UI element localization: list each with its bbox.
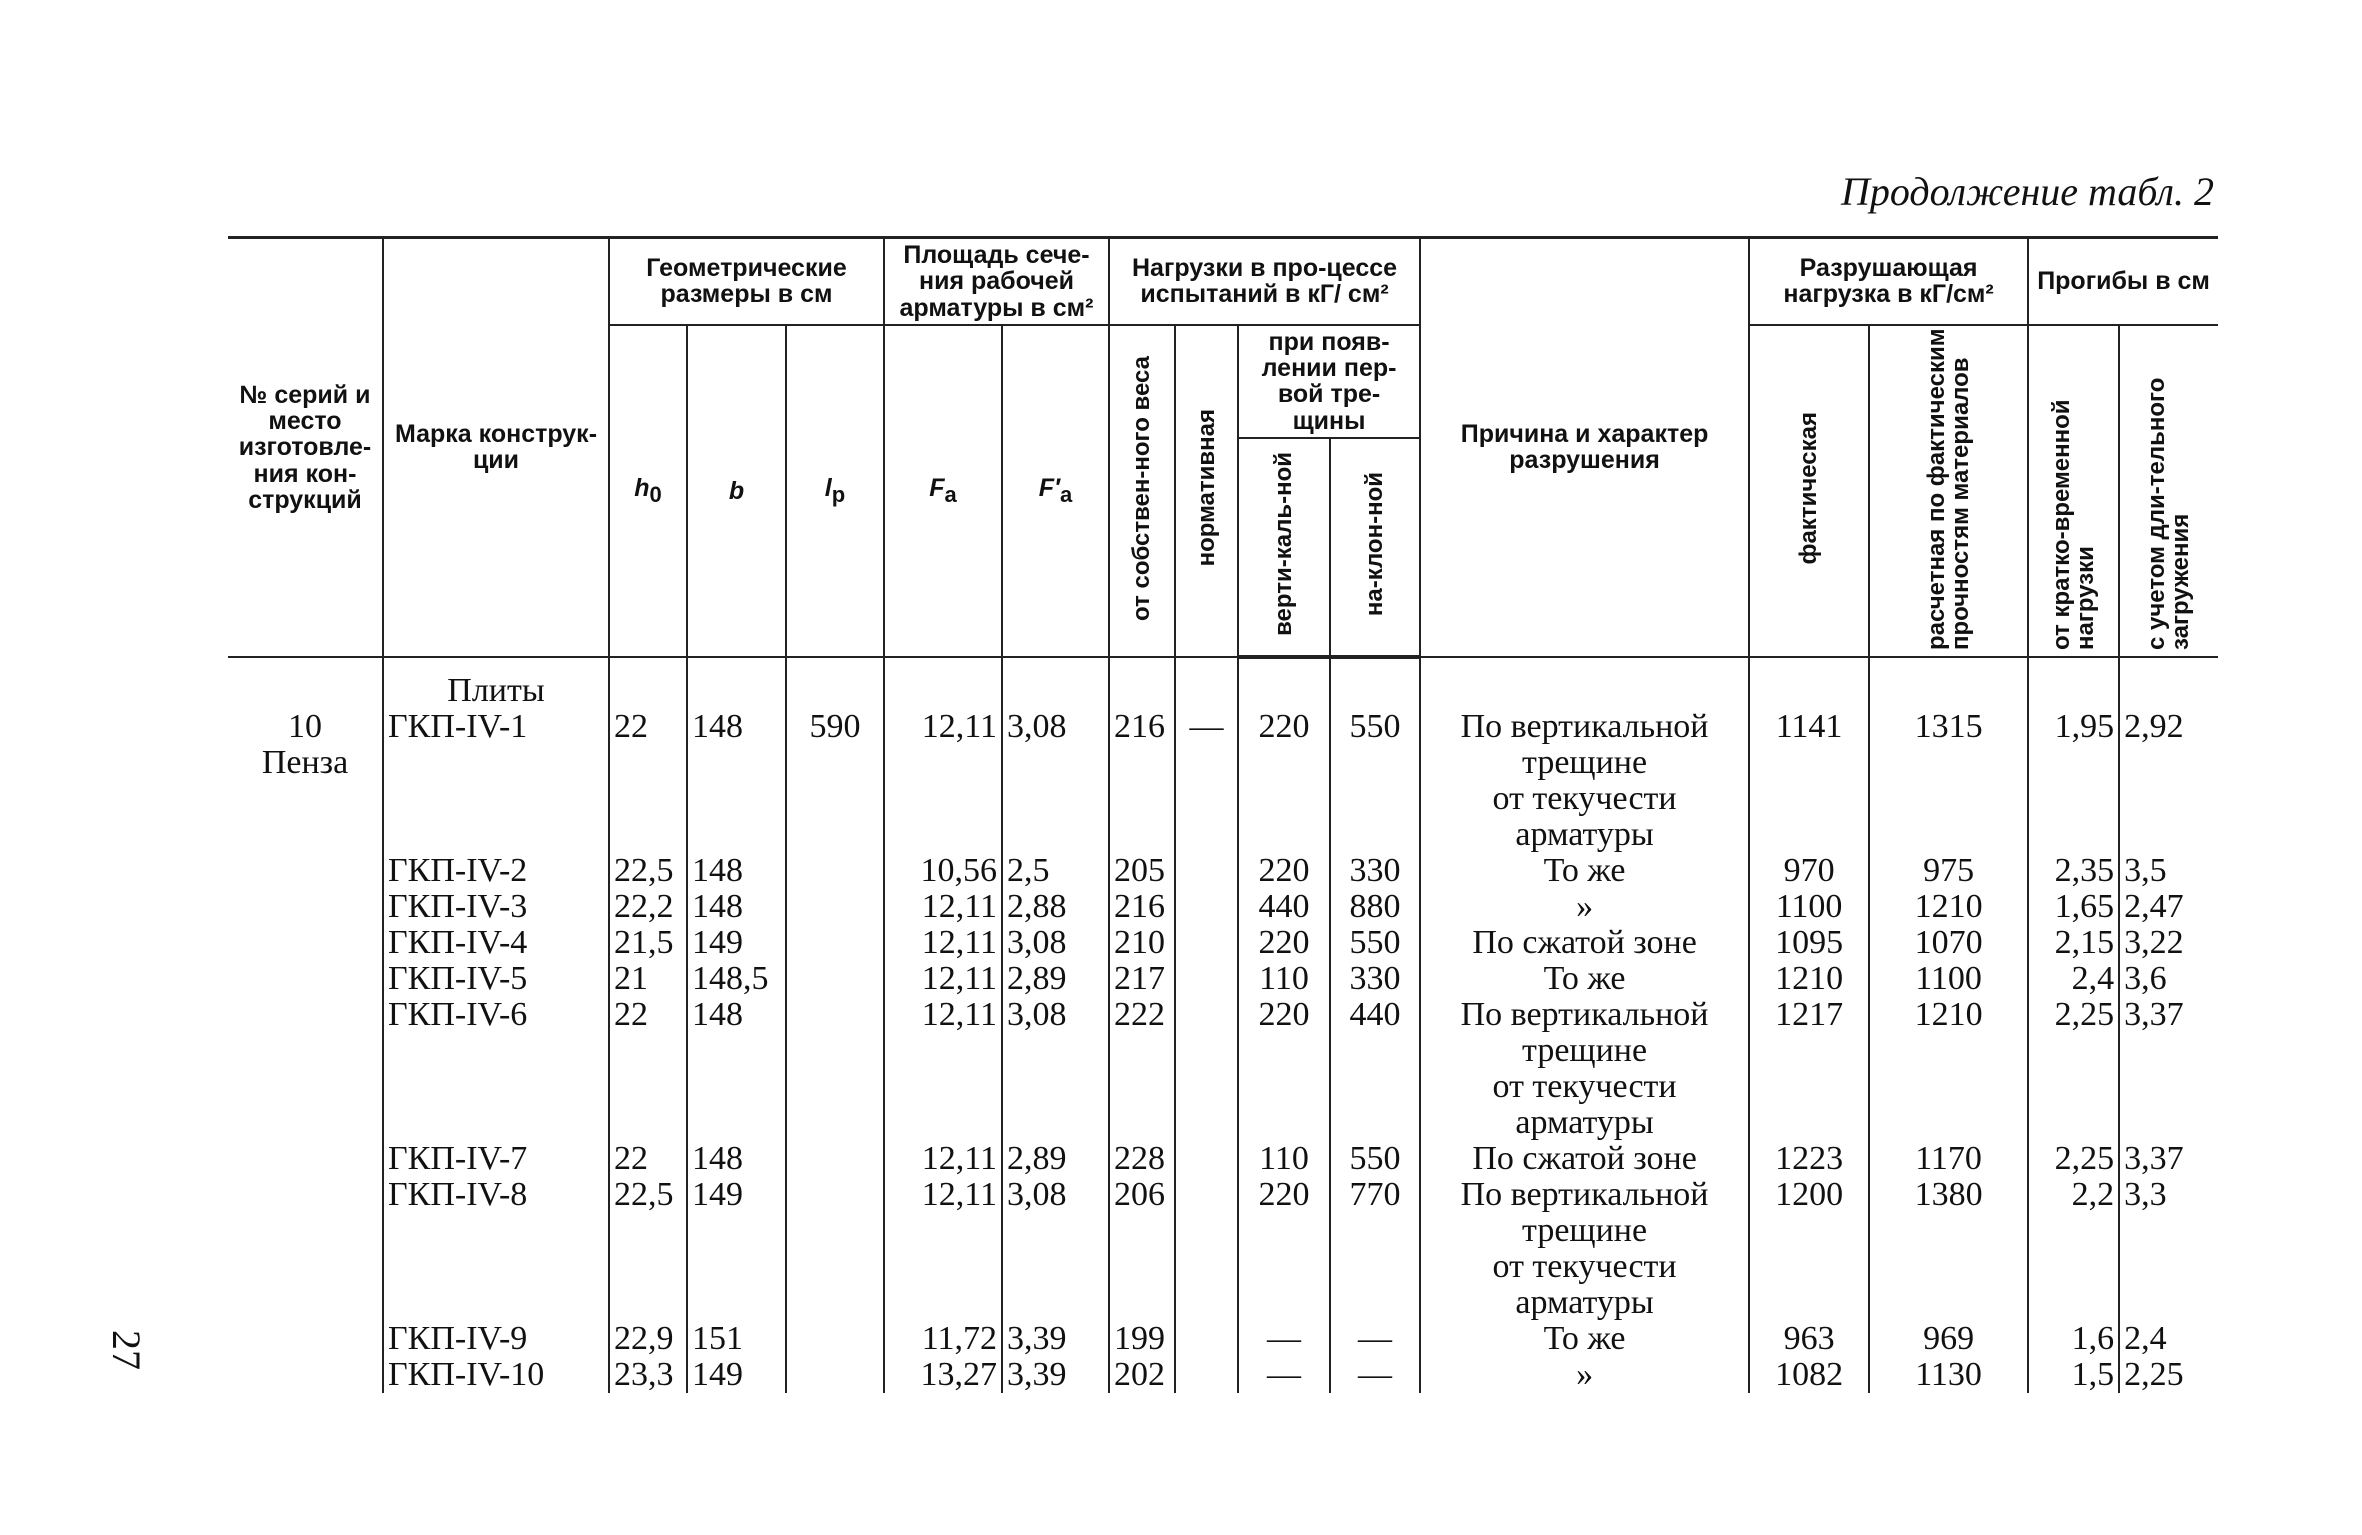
cell-b: 148 <box>687 1141 786 1177</box>
cell-own-weight: 210 <box>1109 925 1175 961</box>
cell-short-term: 2,4 <box>2028 961 2119 997</box>
cell-long-term: 2,4 <box>2119 1321 2218 1357</box>
cell-fa-prime: 2,89 <box>1002 1141 1109 1177</box>
reason-line: По вертикальной <box>1460 1175 1709 1213</box>
cell-vertical: 110 <box>1238 1141 1330 1177</box>
table-row <box>228 709 2218 853</box>
series-number: 10 <box>288 707 322 745</box>
cell-reason <box>1420 709 1749 853</box>
header-first-crack: при появ-лении пер-вой тре-щины <box>1238 325 1420 438</box>
cell-h0: 22,5 <box>609 1177 687 1321</box>
cell-long-term: 2,47 <box>2119 889 2218 925</box>
cell-inclined: 440 <box>1330 997 1420 1141</box>
cell-own-weight: 206 <box>1109 1177 1175 1321</box>
cell-mark: ГКП-IV-3 <box>383 889 609 925</box>
cell-inclined: 330 <box>1330 961 1420 997</box>
cell-short-term: 1,6 <box>2028 1321 2119 1357</box>
header-inclined: на-клон-ной <box>1330 438 1420 657</box>
header-h0: $h_0$ <box>609 325 687 657</box>
reason-line: То же <box>1543 1319 1626 1357</box>
header-deflection: Прогибы в см <box>2028 238 2218 325</box>
cell-reason <box>1420 853 1749 889</box>
cell-own-weight: 216 <box>1109 889 1175 925</box>
cell-short-term: 2,25 <box>2028 1141 2119 1177</box>
cell-vertical: 440 <box>1238 889 1330 925</box>
cell-inclined: 330 <box>1330 853 1420 889</box>
header-own-weight: от собствен-ного веса <box>1109 325 1175 657</box>
cell-own-weight: 205 <box>1109 853 1175 889</box>
cell-b: 148 <box>687 853 786 889</box>
header-b: b <box>687 325 786 657</box>
cell-normative: — <box>1175 709 1238 1393</box>
cell-fa: 12,11 <box>884 997 1002 1141</box>
cell-fa-prime: 3,39 <box>1002 1357 1109 1393</box>
header-loads: Нагрузки в про-цессе испытаний в кГ/ см² <box>1109 238 1420 325</box>
test-results-table <box>228 236 2218 1393</box>
reason-line: от текучести <box>1492 779 1677 817</box>
reason-line: По вертикальной <box>1460 995 1709 1033</box>
cell-inclined: 880 <box>1330 889 1420 925</box>
cell-short-term: 2,15 <box>2028 925 2119 961</box>
cell-vertical: — <box>1238 1321 1330 1357</box>
cell-fa: 13,27 <box>884 1357 1002 1393</box>
cell-fa-prime: 3,08 <box>1002 1177 1109 1321</box>
cell-short-term: 1,95 <box>2028 709 2119 853</box>
reason-line: » <box>1576 887 1594 925</box>
cell-b: 151 <box>687 1321 786 1357</box>
header-lp: $l_р$ <box>786 325 884 657</box>
cell-fa-prime: 3,39 <box>1002 1321 1109 1357</box>
header-series: № серий и место изготовле-ния кон-струкций <box>228 238 383 657</box>
cell-calculated: 1100 <box>1869 961 2028 997</box>
cell-h0: 22 <box>609 1141 687 1177</box>
header-failure-load: Разрушающая нагрузка в кГ/см² <box>1749 238 2028 325</box>
cell-mark: ГКП-IV-9 <box>383 1321 609 1357</box>
cell-inclined: 550 <box>1330 709 1420 853</box>
reason-line: По вертикальной <box>1460 707 1709 745</box>
cell-reason <box>1420 925 1749 961</box>
reason-line: трещине <box>1522 743 1648 781</box>
reason-line: от текучести <box>1492 1247 1677 1285</box>
cell-fa: 12,11 <box>884 925 1002 961</box>
cell-fa-prime: 3,08 <box>1002 709 1109 853</box>
cell-h0: 22 <box>609 997 687 1141</box>
cell-mark: ГКП-IV-2 <box>383 853 609 889</box>
cell-h0: 22,5 <box>609 853 687 889</box>
cell-fa: 12,11 <box>884 709 1002 853</box>
cell-long-term: 2,25 <box>2119 1357 2218 1393</box>
cell-b: 148 <box>687 709 786 853</box>
cell-calculated: 1210 <box>1869 997 2028 1141</box>
header-long-term: с учетом дли-тельного загружения <box>2119 325 2218 657</box>
reason-line: По сжатой зоне <box>1472 1139 1697 1177</box>
cell-long-term: 3,6 <box>2119 961 2218 997</box>
cell-reason <box>1420 1321 1749 1357</box>
section-title: Плиты <box>383 673 609 709</box>
cell-actual: 1217 <box>1749 997 1869 1141</box>
cell-reason <box>1420 961 1749 997</box>
cell-own-weight: 199 <box>1109 1321 1175 1357</box>
cell-b: 149 <box>687 1357 786 1393</box>
reason-line: То же <box>1543 851 1626 889</box>
cell-own-weight: 217 <box>1109 961 1175 997</box>
cell-mark: ГКП-IV-8 <box>383 1177 609 1321</box>
cell-fa-prime: 3,08 <box>1002 925 1109 961</box>
reason-line: от текучести <box>1492 1067 1677 1105</box>
cell-calculated: 1315 <box>1869 709 2028 853</box>
cell-inclined: 770 <box>1330 1177 1420 1321</box>
cell-h0: 21,5 <box>609 925 687 961</box>
cell-h0: 21 <box>609 961 687 997</box>
cell-vertical: 220 <box>1238 925 1330 961</box>
cell-fa: 11,72 <box>884 1321 1002 1357</box>
cell-b: 149 <box>687 925 786 961</box>
cell-fa-prime: 2,88 <box>1002 889 1109 925</box>
cell-calculated: 1380 <box>1869 1177 2028 1321</box>
cell-fa-prime: 2,5 <box>1002 853 1109 889</box>
cell-short-term: 2,25 <box>2028 997 2119 1141</box>
series-place: Пенза <box>261 743 349 781</box>
series-cell <box>228 709 383 1393</box>
header-geometry: Геометрические размеры в см <box>609 238 884 325</box>
cell-own-weight: 202 <box>1109 1357 1175 1393</box>
cell-vertical: 220 <box>1238 853 1330 889</box>
reason-line: арматуры <box>1515 815 1654 853</box>
header-vertical: верти-каль-ной <box>1238 438 1330 657</box>
cell-h0: 22,2 <box>609 889 687 925</box>
cell-reason <box>1420 1141 1749 1177</box>
cell-b: 148 <box>687 889 786 925</box>
cell-calculated: 969 <box>1869 1321 2028 1357</box>
cell-vertical: — <box>1238 1357 1330 1393</box>
cell-calculated: 1170 <box>1869 1141 2028 1177</box>
page-number: 27 <box>104 1330 149 1370</box>
cell-calculated: 1130 <box>1869 1357 2028 1393</box>
header-calculated: расчетная по фактическим прочностям материалов <box>1869 325 2028 657</box>
cell-inclined: 550 <box>1330 1141 1420 1177</box>
cell-calculated: 1210 <box>1869 889 2028 925</box>
cell-mark: ГКП-IV-10 <box>383 1357 609 1393</box>
cell-inclined: 550 <box>1330 925 1420 961</box>
reason-line: » <box>1576 1355 1594 1393</box>
cell-long-term: 3,37 <box>2119 1141 2218 1177</box>
cell-long-term: 3,22 <box>2119 925 2218 961</box>
cell-fa-prime: 2,89 <box>1002 961 1109 997</box>
cell-vertical: 220 <box>1238 997 1330 1141</box>
header-mark: Марка конструк-ции <box>383 238 609 657</box>
header-normative: нормативная <box>1175 325 1238 657</box>
cell-long-term: 3,37 <box>2119 997 2218 1141</box>
cell-own-weight: 222 <box>1109 997 1175 1141</box>
header-fa-prime: $F'_а$ <box>1002 325 1109 657</box>
cell-actual: 1200 <box>1749 1177 1869 1321</box>
cell-short-term: 1,65 <box>2028 889 2119 925</box>
header-area: Площадь сече-ния рабочей арматуры в см² <box>884 238 1109 325</box>
cell-actual: 1095 <box>1749 925 1869 961</box>
cell-fa-prime: 3,08 <box>1002 997 1109 1141</box>
cell-h0: 22,9 <box>609 1321 687 1357</box>
header-short-term: от кратко-временной нагрузки <box>2028 325 2119 657</box>
cell-long-term: 3,5 <box>2119 853 2218 889</box>
cell-fa: 12,11 <box>884 961 1002 997</box>
cell-mark: ГКП-IV-6 <box>383 997 609 1141</box>
header-actual: фактическая <box>1749 325 1869 657</box>
table-caption: Продолжение табл. 2 <box>1840 169 2214 214</box>
reason-line: трещине <box>1522 1031 1648 1069</box>
reason-line: То же <box>1543 959 1626 997</box>
reason-line: арматуры <box>1515 1103 1654 1141</box>
cell-mark: ГКП-IV-5 <box>383 961 609 997</box>
cell-vertical: 110 <box>1238 961 1330 997</box>
cell-actual: 970 <box>1749 853 1869 889</box>
cell-fa: 12,11 <box>884 1177 1002 1321</box>
cell-reason <box>1420 889 1749 925</box>
cell-lp: 590 <box>786 709 884 1393</box>
reason-line: По сжатой зоне <box>1472 923 1697 961</box>
header-reason: Причина и характер разрушения <box>1420 238 1749 657</box>
cell-reason <box>1420 1177 1749 1321</box>
cell-h0: 22 <box>609 709 687 853</box>
cell-short-term: 2,2 <box>2028 1177 2119 1321</box>
cell-reason <box>1420 997 1749 1141</box>
cell-own-weight: 228 <box>1109 1141 1175 1177</box>
cell-actual: 1100 <box>1749 889 1869 925</box>
cell-fa: 12,11 <box>884 889 1002 925</box>
cell-h0: 23,3 <box>609 1357 687 1393</box>
cell-vertical: 220 <box>1238 709 1330 853</box>
cell-mark: ГКП-IV-4 <box>383 925 609 961</box>
cell-actual: 1082 <box>1749 1357 1869 1393</box>
cell-b: 148 <box>687 997 786 1141</box>
cell-inclined: — <box>1330 1321 1420 1357</box>
cell-actual: 1210 <box>1749 961 1869 997</box>
cell-inclined: — <box>1330 1357 1420 1393</box>
cell-b: 149 <box>687 1177 786 1321</box>
cell-actual: 1223 <box>1749 1141 1869 1177</box>
cell-actual: 963 <box>1749 1321 1869 1357</box>
cell-reason <box>1420 1357 1749 1393</box>
cell-actual: 1141 <box>1749 709 1869 853</box>
cell-b: 148,5 <box>687 961 786 997</box>
cell-mark: ГКП-IV-1 <box>383 709 609 853</box>
cell-mark: ГКП-IV-7 <box>383 1141 609 1177</box>
cell-calculated: 1070 <box>1869 925 2028 961</box>
cell-short-term: 1,5 <box>2028 1357 2119 1393</box>
cell-long-term: 2,92 <box>2119 709 2218 853</box>
reason-line: арматуры <box>1515 1283 1654 1321</box>
cell-own-weight: 216 <box>1109 709 1175 853</box>
cell-long-term: 3,3 <box>2119 1177 2218 1321</box>
table-body <box>228 657 2218 1393</box>
header-fa: $F_а$ <box>884 325 1002 657</box>
cell-calculated: 975 <box>1869 853 2028 889</box>
reason-line: трещине <box>1522 1211 1648 1249</box>
cell-fa: 12,11 <box>884 1141 1002 1177</box>
cell-short-term: 2,35 <box>2028 853 2119 889</box>
cell-fa: 10,56 <box>884 853 1002 889</box>
cell-vertical: 220 <box>1238 1177 1330 1321</box>
